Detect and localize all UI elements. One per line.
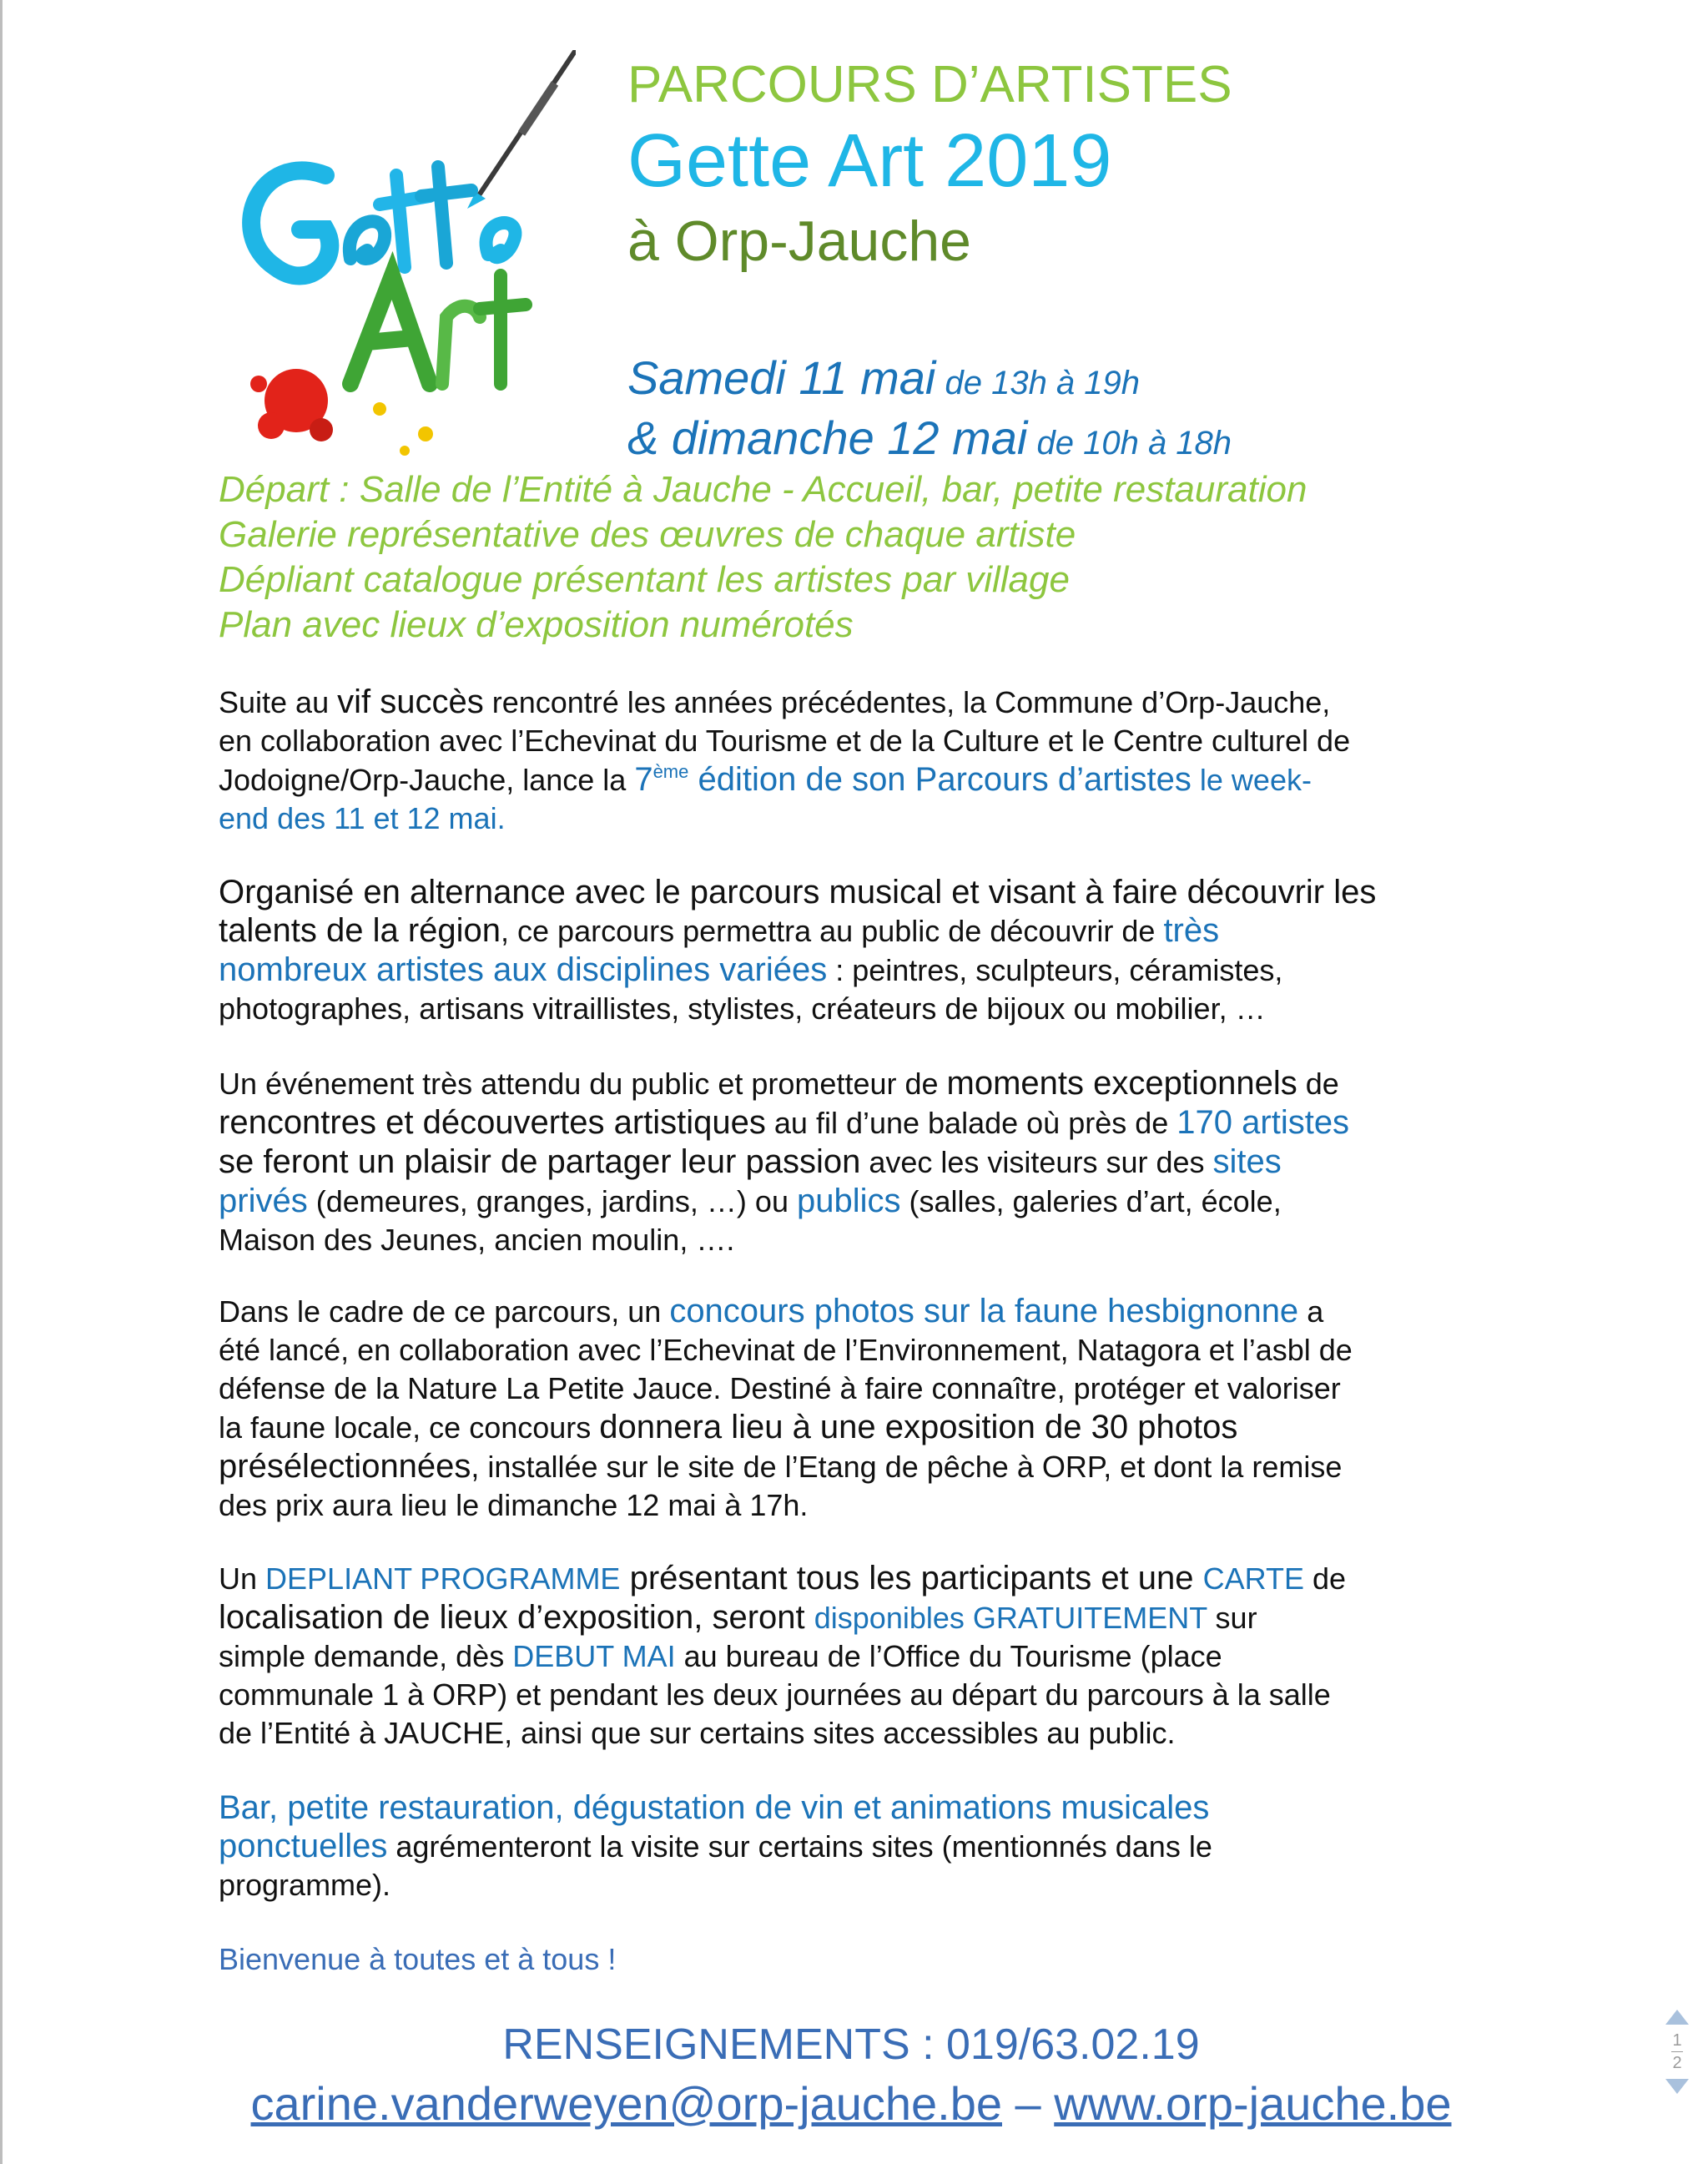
heading-parcours: PARCOURS D’ARTISTES [627, 56, 1232, 113]
info-line: Dépliant catalogue présentant les artistes par village [219, 559, 1070, 600]
paragraph-organisation: Organisé en alternance avec le parcours musical et visant à faire découvrir les talents de la région, ce parcours permettra au public de découvrir de très nombreux artistes aux disciplines variées : peintres, sculpteurs, céramistes, photographes, artisans vitraillistes, stylistes, créateurs de bijoux ou mobilier, … [219, 874, 1377, 1026]
paragraph-bar: Bar, petite restauration, dégustation de vin et animations musicales ponctuelles agrémenteront la visite sur certains sites (mentionnés dans le programme). [219, 1789, 1212, 1902]
contact-links: carine.vanderweyen@orp-jauche.be – www.orp-jauche.be [250, 2077, 1452, 2130]
heading-gette-art: Gette Art 2019 [627, 119, 1112, 203]
paragraph-bienvenue: Bienvenue à toutes et à tous ! [219, 1942, 617, 1976]
email-link[interactable]: carine.vanderweyen@orp-jauche.be [250, 2077, 1002, 2130]
info-line: Départ : Salle de l’Entité à Jauche - Accueil, bar, petite restauration [219, 469, 1307, 510]
page-down-icon[interactable] [1665, 2079, 1689, 2094]
date-saturday: Samedi 11 mai de 13h à 19h [627, 351, 1141, 404]
paragraph-evenement: Un événement très attendu du public et prometteur de moments exceptionnels de rencontres et découvertes artistiques au fil d’une balade où près de 170 artistes se feront un plaisir de partager leur passion avec les visiteurs sur des sites privés (demeures, granges, jardins, …) ou publics (salles, galeries d’art, école, Maison des Jeunes, ancien moulin, …. [219, 1065, 1350, 1257]
paragraph-depliant: Un DEPLIANT PROGRAMME présentant tous les participants et une CARTE de localisation de lieux d’exposition, seront disponibles GRATUITEMENT sur simple demande, dès DEBUT MAI au bureau de l’Office du Tourisme (place communale 1 à ORP) et pendant les deux journées au départ du parcours à la salle de l’Entité à JAUCHE, ainsi que sur certains sites accessibles au public. [219, 1560, 1347, 1750]
heading-location: à Orp-Jauche [627, 209, 971, 273]
page-indicator: 1 2 [1672, 2031, 1682, 2072]
info-line: Plan avec lieux d’exposition numérotés [219, 604, 854, 645]
info-list [219, 467, 1307, 648]
contact-phone: RENSEIGNEMENTS : 019/63.02.19 [502, 2020, 1200, 2069]
gette-art-logo [225, 50, 576, 459]
page-up-icon[interactable] [1665, 2010, 1689, 2025]
website-link[interactable]: www.orp-jauche.be [1054, 2077, 1452, 2130]
paragraph-intro: Suite au vif succès rencontré les années précédentes, la Commune d’Orp-Jauche, en collaboration avec l’Echevinat du Tourisme et de la Culture et le Centre culturel de Jodoigne/Orp-Jauche, lance la 7ème édition de son Parcours d’artistes le week- end des 11 et 12 mai. [219, 684, 1351, 835]
date-sunday: & dimanche 12 mai de 10h à 18h [627, 411, 1232, 464]
info-line: Galerie représentative des œuvres de chaque artiste [219, 514, 1076, 555]
page-navigator [1660, 2010, 1694, 2094]
paragraph-concours: Dans le cadre de ce parcours, un concours photos sur la faune hesbignonne a été lancé, en collaboration avec l’Echevinat de l’Environnement, Natagora et l’asbl de défense de la Nature La Petite Jauce. Destiné à faire connaître, protéger et valoriser la faune locale, ce concours donnera lieu à une exposition de 30 photos présélectionnées, installée sur le site de l’Etang de pêche à ORP, et dont la remise des prix aura lieu le dimanche 12 mai à 17h. [219, 1293, 1353, 1522]
